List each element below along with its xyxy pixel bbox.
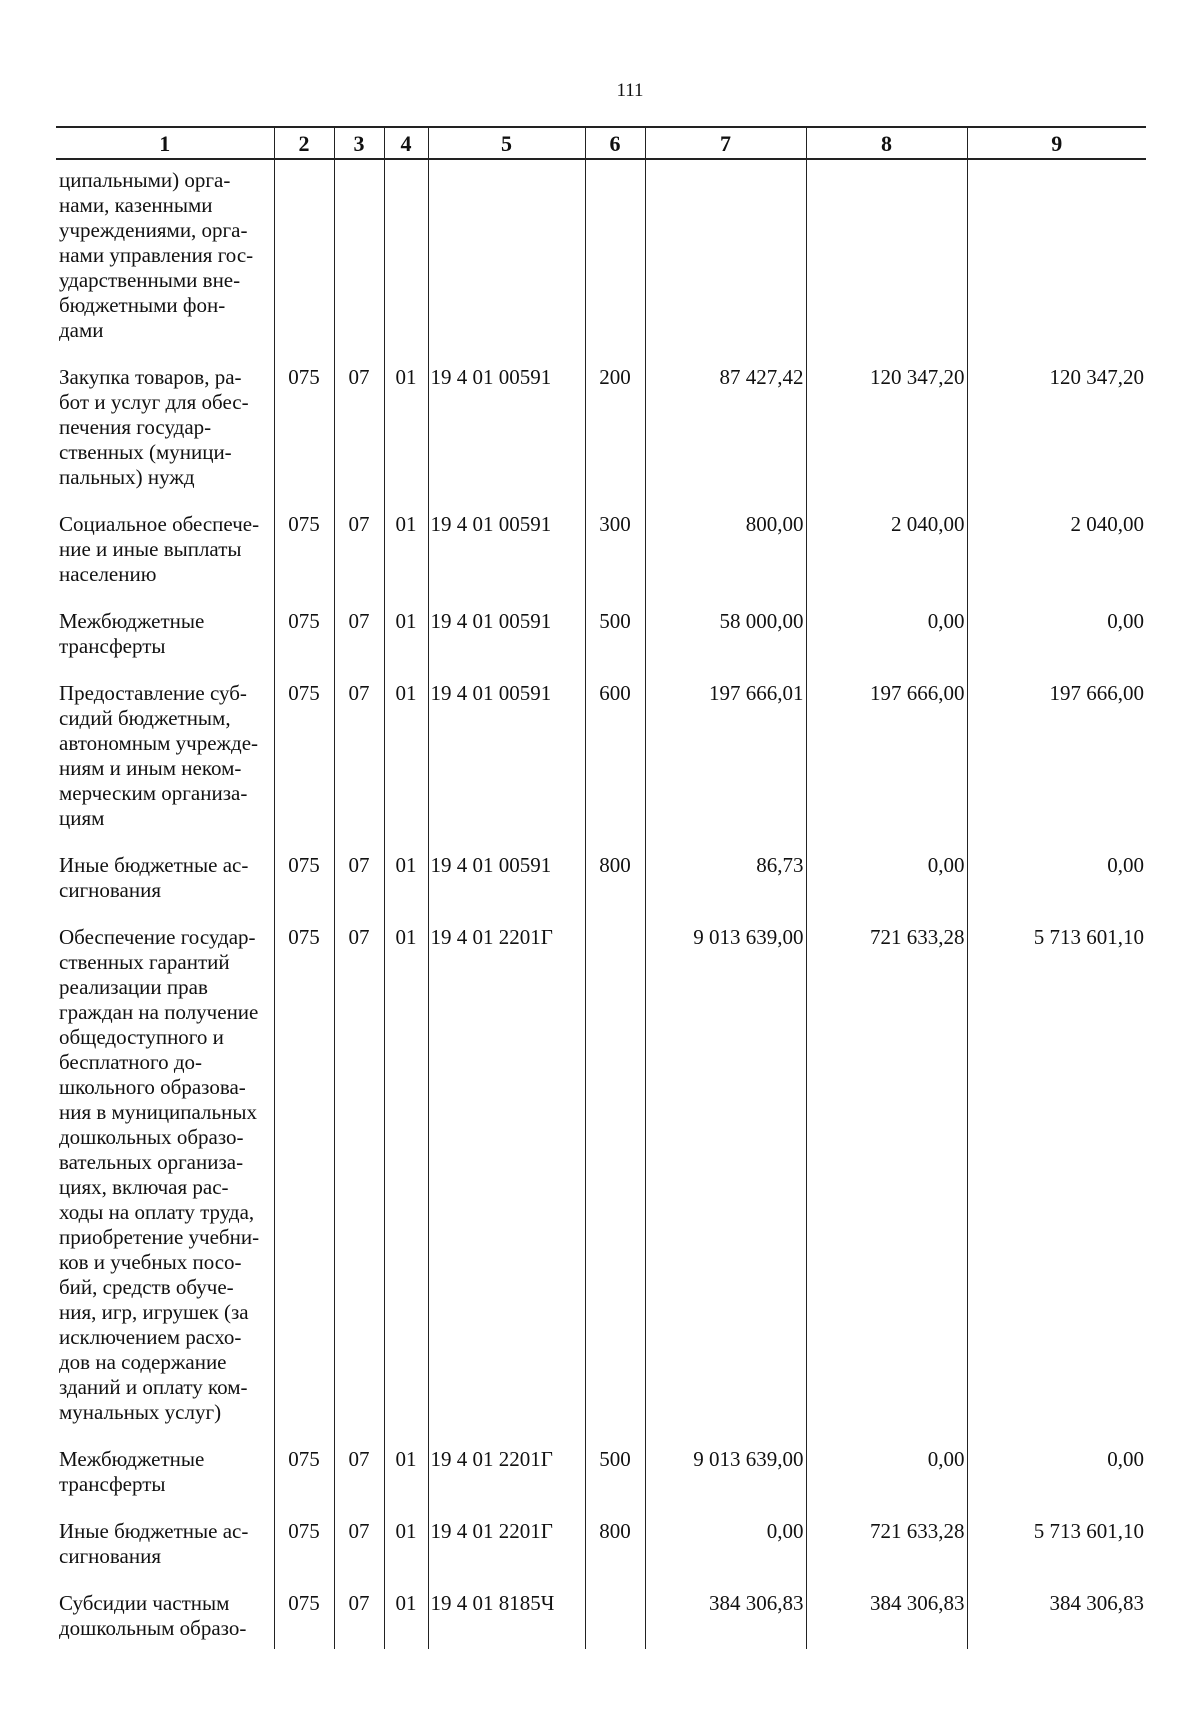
row-section: 07 [334,681,384,853]
header-col-6: 6 [585,127,645,159]
header-col-8: 8 [806,127,967,159]
budget-table [56,126,1146,1649]
row-name: Субсидии частным дошкольным образо- [56,1591,274,1649]
row-amount-col8 [806,159,967,365]
table-row [56,853,1146,925]
row-section: 07 [334,1519,384,1591]
row-amount-col9: 197 666,00 [967,681,1146,853]
row-ministry-code [274,159,334,365]
row-ministry-code: 075 [274,609,334,681]
header-col-3: 3 [334,127,384,159]
row-expense-type: 300 [585,512,645,609]
row-expense-type [585,159,645,365]
row-amount-col9: 0,00 [967,609,1146,681]
header-col-5: 5 [428,127,585,159]
row-section: 07 [334,853,384,925]
row-section: 07 [334,609,384,681]
row-name: Иные бюджетные ас- сигнования [56,853,274,925]
table-row [56,681,1146,853]
row-ministry-code: 075 [274,1447,334,1519]
row-expense-type: 600 [585,681,645,853]
row-amount-col8: 0,00 [806,609,967,681]
row-amount-col8: 2 040,00 [806,512,967,609]
row-subsection: 01 [384,512,428,609]
row-target-article: 19 4 01 2201Г [428,1519,585,1591]
row-subsection: 01 [384,1447,428,1519]
row-subsection: 01 [384,609,428,681]
row-ministry-code: 075 [274,925,334,1447]
row-name: ципальными) орга- нами, казенными учреждениями, орга- нами управления гос- ударственными вне- бюджетными фон- дами [56,159,274,365]
row-section: 07 [334,1591,384,1649]
row-amount-col9: 0,00 [967,853,1146,925]
row-amount-col7 [645,159,806,365]
row-section: 07 [334,365,384,512]
row-amount-col7: 87 427,42 [645,365,806,512]
row-name: Закупка товаров, ра- бот и услуг для обес- печения государ- ственных (муници- пальных) нужд [56,365,274,512]
header-col-1: 1 [56,127,274,159]
row-target-article: 19 4 01 8185Ч [428,1591,585,1649]
row-section: 07 [334,512,384,609]
row-amount-col8: 721 633,28 [806,925,967,1447]
row-expense-type: 200 [585,365,645,512]
table-row [56,159,1146,365]
row-amount-col9: 2 040,00 [967,512,1146,609]
row-subsection [384,159,428,365]
row-ministry-code: 075 [274,512,334,609]
row-amount-col8: 721 633,28 [806,1519,967,1591]
row-amount-col9: 384 306,83 [967,1591,1146,1649]
row-amount-col7: 0,00 [645,1519,806,1591]
row-subsection: 01 [384,853,428,925]
row-target-article: 19 4 01 00591 [428,609,585,681]
row-expense-type: 800 [585,1519,645,1591]
row-amount-col9: 5 713 601,10 [967,1519,1146,1591]
row-section: 07 [334,1447,384,1519]
row-amount-col7: 384 306,83 [645,1591,806,1649]
row-amount-col9: 120 347,20 [967,365,1146,512]
table-header [56,127,1146,159]
page-number: 111 [616,80,644,101]
row-subsection: 01 [384,681,428,853]
row-ministry-code: 075 [274,853,334,925]
row-amount-col7: 9 013 639,00 [645,925,806,1447]
header-row [56,127,1146,159]
row-name: Предоставление суб- сидий бюджетным, автономным учрежде- ниям и иным неком- мерческим организа- циям [56,681,274,853]
table-row [56,512,1146,609]
row-amount-col8: 0,00 [806,1447,967,1519]
row-target-article: 19 4 01 00591 [428,365,585,512]
row-name: Межбюджетные трансферты [56,609,274,681]
row-subsection: 01 [384,925,428,1447]
row-amount-col7: 800,00 [645,512,806,609]
row-amount-col9: 0,00 [967,1447,1146,1519]
row-name: Иные бюджетные ас- сигнования [56,1519,274,1591]
row-amount-col9 [967,159,1146,365]
row-expense-type: 800 [585,853,645,925]
row-subsection: 01 [384,1591,428,1649]
header-col-9: 9 [967,127,1146,159]
row-expense-type [585,925,645,1447]
table-row [56,1519,1146,1591]
row-amount-col7: 9 013 639,00 [645,1447,806,1519]
row-ministry-code: 075 [274,365,334,512]
row-amount-col7: 58 000,00 [645,609,806,681]
header-col-7: 7 [645,127,806,159]
row-expense-type [585,1591,645,1649]
table-row [56,1447,1146,1519]
row-section [334,159,384,365]
row-target-article: 19 4 01 00591 [428,853,585,925]
row-name: Обеспечение государ- ственных гарантий реализации прав граждан на получение общедоступного и бесплатного до- школьного образова- ния в муниципальных дошкольных образо- вательных организа- циях, включая рас- ходы на оплату труда, приобретение учебни- ков и учебных посо- бий, средств обуче- ния, игр, игрушек (за исключением расхо- дов на содержание зданий и оплату ком- мунальных услуг) [56,925,274,1447]
table-row [56,1591,1146,1649]
row-subsection: 01 [384,365,428,512]
row-name: Межбюджетные трансферты [56,1447,274,1519]
header-col-2: 2 [274,127,334,159]
row-target-article: 19 4 01 00591 [428,512,585,609]
row-expense-type: 500 [585,609,645,681]
row-amount-col8: 0,00 [806,853,967,925]
table-row [56,925,1146,1447]
table-body [56,159,1146,1649]
header-col-4: 4 [384,127,428,159]
row-ministry-code: 075 [274,1519,334,1591]
row-target-article [428,159,585,365]
row-ministry-code: 075 [274,1591,334,1649]
row-ministry-code: 075 [274,681,334,853]
row-amount-col8: 384 306,83 [806,1591,967,1649]
row-amount-col8: 120 347,20 [806,365,967,512]
row-amount-col7: 197 666,01 [645,681,806,853]
row-section: 07 [334,925,384,1447]
row-amount-col7: 86,73 [645,853,806,925]
row-expense-type: 500 [585,1447,645,1519]
table-row [56,609,1146,681]
table-row [56,365,1146,512]
row-target-article: 19 4 01 2201Г [428,1447,585,1519]
row-amount-col8: 197 666,00 [806,681,967,853]
row-target-article: 19 4 01 2201Г [428,925,585,1447]
row-target-article: 19 4 01 00591 [428,681,585,853]
row-name: Социальное обеспече- ние и иные выплаты населению [56,512,274,609]
row-amount-col9: 5 713 601,10 [967,925,1146,1447]
row-subsection: 01 [384,1519,428,1591]
